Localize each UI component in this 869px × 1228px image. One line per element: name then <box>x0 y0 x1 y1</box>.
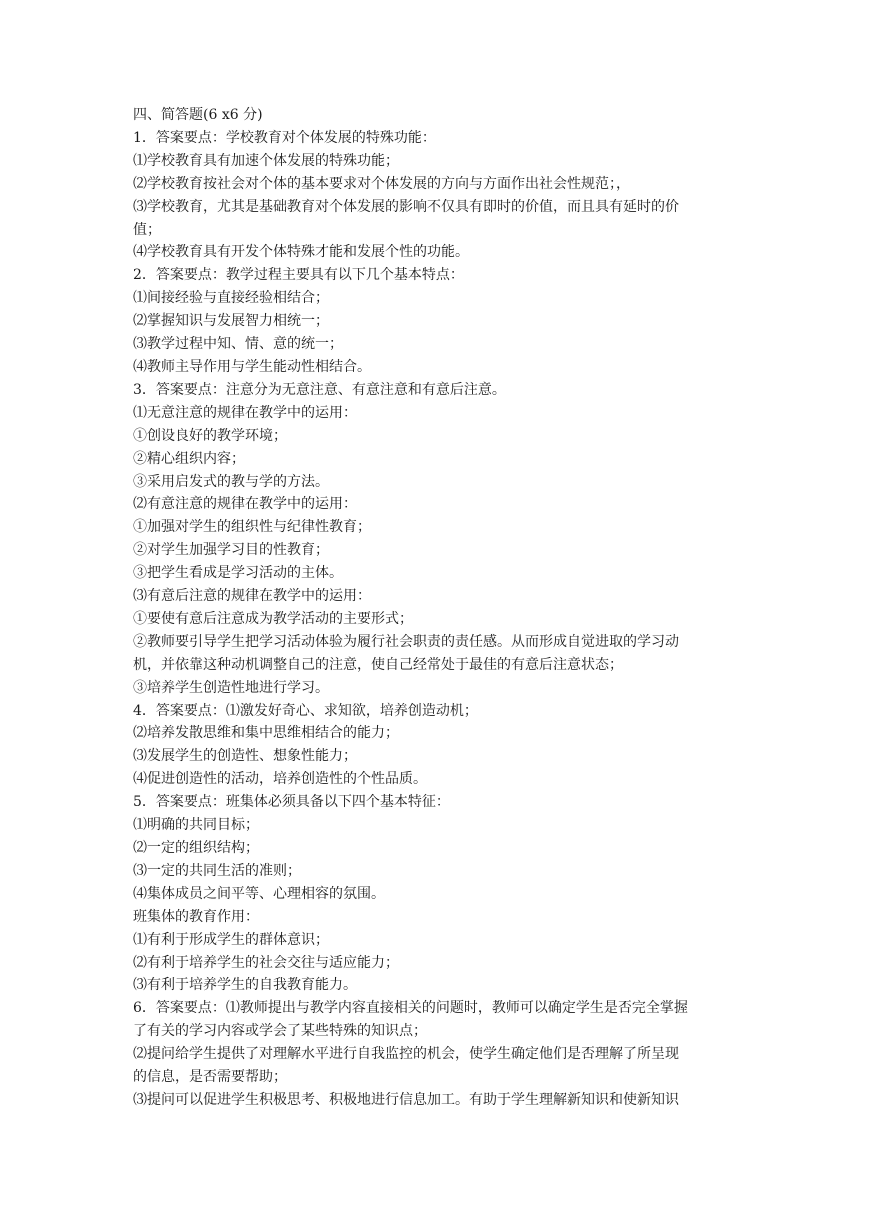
text-line: 值； <box>133 221 161 238</box>
text-line: 了有关的学习内容或学会了某些特殊的知识点； <box>133 1023 427 1040</box>
text-line: ③把学生看成是学习活动的主体。 <box>133 565 343 582</box>
text-line: 班集体的教育作用： <box>133 908 259 925</box>
text-line: ⑷集体成员之间平等、心理相容的氛围。 <box>133 885 385 902</box>
text-line: 的信息，是否需要帮助； <box>133 1069 287 1086</box>
text-line: ⑵有利于培养学生的社会交往与适应能力； <box>133 954 399 971</box>
text-line: ⑶发展学生的创造性、想象性能力； <box>133 748 357 765</box>
text-line: ⑴无意注意的规律在教学中的运用： <box>133 404 357 421</box>
text-line: ③采用启发式的教与学的方法。 <box>133 473 329 490</box>
section-heading: 四、简答题(6 x6 分) <box>133 107 263 123</box>
text-line: ⑵有意注意的规律在教学中的运用： <box>133 496 357 513</box>
answer-4-heading: 4．答案要点：⑴激发好奇心、求知欲，培养创造动机； <box>133 702 478 719</box>
text-line: ②教师要引导学生把学习活动体验为履行社会职责的责任感。从而形成自觉进取的学习动 <box>133 633 679 650</box>
text-line: ⑷学校教育具有开发个体特殊才能和发展个性的功能。 <box>133 244 469 261</box>
text-line: ⑶有意后注意的规律在教学中的运用： <box>133 588 371 605</box>
text-line: ⑴明确的共同目标； <box>133 817 259 834</box>
text-line: ①要使有意后注意成为教学活动的主要形式； <box>133 610 413 627</box>
text-line: ⑶一定的共同生活的准则； <box>133 862 301 879</box>
answer-3-heading: 3．答案要点：注意分为无意注意、有意注意和有意后注意。 <box>133 381 506 398</box>
text-line: ⑵学校教育按社会对个体的基本要求对个体发展的方向与方面作出社会性规范；， <box>133 175 630 192</box>
answer-2-heading: 2．答案要点：教学过程主要具有以下几个基本特点： <box>133 267 464 284</box>
text-line: ①加强对学生的组织性与纪律性教育； <box>133 519 371 536</box>
document-page <box>133 104 743 1112</box>
text-line: ⑴间接经验与直接经验相结合； <box>133 290 329 307</box>
text-line: ⑵培养发散思维和集中思维相结合的能力； <box>133 725 399 742</box>
text-line: ⑶教学过程中知、情、意的统一； <box>133 336 343 353</box>
text-line: ⑴有利于形成学生的群体意识； <box>133 931 329 948</box>
answer-5-heading: 5．答案要点：班集体必须具备以下四个基本特征： <box>133 794 450 811</box>
text-line: ⑶学校教育，尤其是基础教育对个体发展的影响不仅具有即时的价值，而且具有延时的价 <box>133 198 679 215</box>
text-line: ⑴学校教育具有加速个体发展的特殊功能； <box>133 152 399 169</box>
text-line: ⑷教师主导作用与学生能动性相结合。 <box>133 358 371 375</box>
answer-6-heading: 6．答案要点：⑴教师提出与教学内容直接相关的问题时，教师可以确定学生是否完全掌握 <box>133 1000 688 1017</box>
text-line: ⑶提问可以促进学生积极思考、积极地进行信息加工。有助于学生理解新知识和使新知识 <box>133 1091 679 1108</box>
text-line: ②对学生加强学习目的性教育； <box>133 542 329 559</box>
text-line: ⑶有利于培养学生的自我教育能力。 <box>133 977 357 994</box>
text-line: 机，并依靠这种动机调整自己的注意，使自己经常处于最佳的有意后注意状态； <box>133 656 623 673</box>
text-line: ⑷促进创造性的活动，培养创造性的个性品质。 <box>133 771 427 788</box>
text-line: ③培养学生创造性地进行学习。 <box>133 679 329 696</box>
text-line: ②精心组织内容； <box>133 450 245 467</box>
text-line: ⑵掌握知识与发展智力相统一； <box>133 313 329 330</box>
text-line: ①创设良好的教学环境； <box>133 427 287 444</box>
answer-1-heading: 1．答案要点：学校教育对个体发展的特殊功能： <box>133 129 436 146</box>
text-line: ⑵一定的组织结构； <box>133 840 259 856</box>
text-line: ⑵提问给学生提供了对理解水平进行自我监控的机会，使学生确定他们是否理解了所呈现 <box>133 1046 679 1063</box>
